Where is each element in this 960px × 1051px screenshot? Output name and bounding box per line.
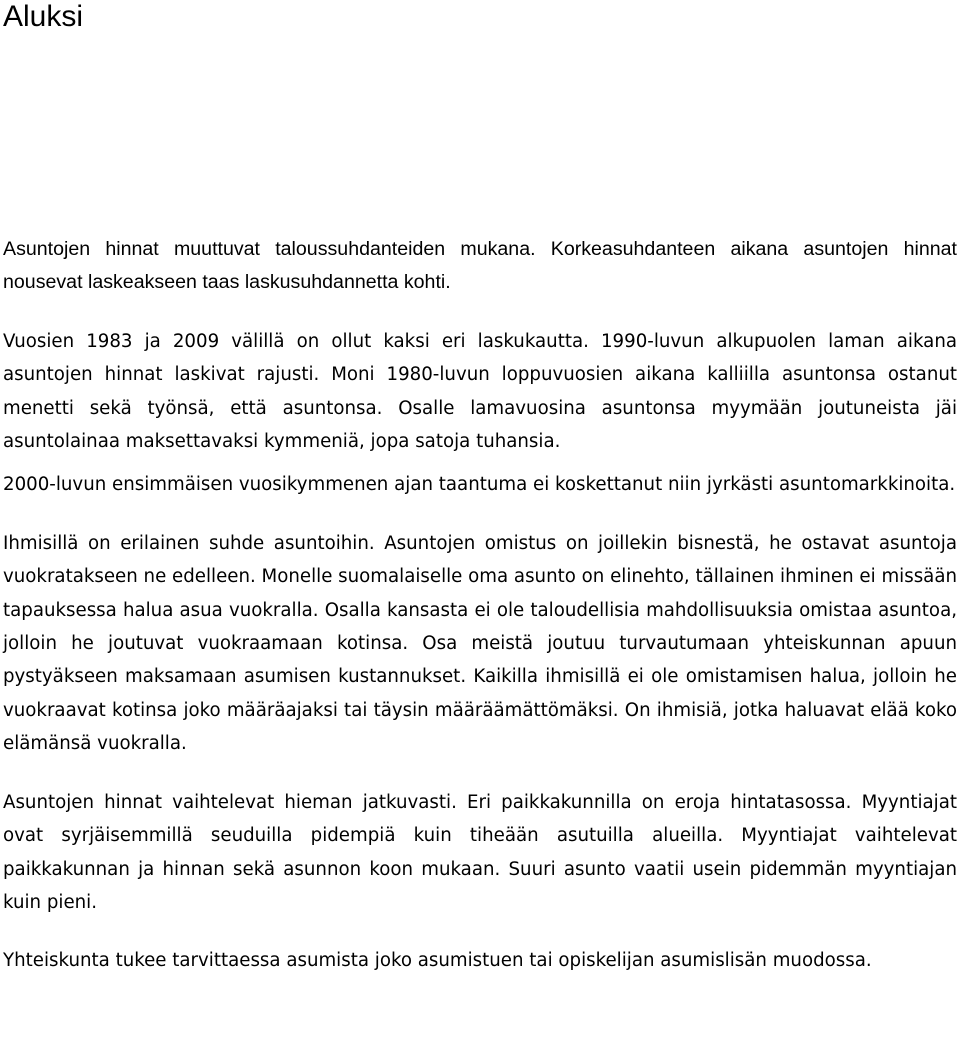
paragraph-5: Asuntojen hinnat vaihtelevat hieman jatkuvasti. Eri paikkakunnilla on eroja hintatasossa. Myyntiajat ovat syrjäisemmillä seuduilla pidempiä kuin tiheään asutuilla alueilla. Myyntiajat vaihtelevat paikkakunnan ja hinnan sekä asunnon koon mukaan. Suuri asunto vaatii usein pidemmän myyntiajan kuin pieni.	[3, 791, 957, 913]
page-title: Aluksi	[3, 0, 84, 33]
paragraph-2: Vuosien 1983 ja 2009 välillä on ollut kaksi eri laskukautta. 1990-luvun alkupuolen laman aikana asuntojen hinnat laskivat rajusti. Moni 1980-luvun loppuvuosien aikana kalliilla asuntonsa ostanut menetti sekä työnsä, että asuntonsa. Osalle lamavuosina asuntonsa myymään joutuneista jäi asuntolainaa maksettavaksi kymmeniä, jopa satoja tuhansia.	[3, 330, 957, 453]
paragraph-4: Ihmisillä on erilainen suhde asuntoihin. Asuntojen omistus on joillekin bisnestä, he ostavat asuntoja vuokratakseen ne edelleen. Monelle suomalaiselle oma asunto on elinehto, tällainen ihminen ei missään tapauksessa halua asua vuokralla. Osalla kansasta ei ole taloudellisia mahdollisuuksia omistaa asuntoa, jolloin he joutuvat vuokraamaan kotinsa. Osa meistä joutuu turvautumaan yhteiskunnan apuun pystyäkseen maksamaan asumisen kustannukset. Kaikilla ihmisillä ei ole omistamisen halua, jolloin he vuokraavat kotinsa joko määräajaksi tai täysin määräämättömäksi. On ihmisiä, jotka haluavat elää koko elämänsä vuokralla.	[3, 532, 957, 755]
paragraph-6: Yhteiskunta tukee tarvittaessa asumista joko asumistuen tai opiskelijan asumislisän muodossa.	[3, 950, 872, 972]
paragraph-3: 2000-luvun ensimmäisen vuosikymmenen ajan taantuma ei koskettanut niin jyrkästi asuntomarkkinoita.	[3, 474, 956, 496]
document-body	[3, 233, 957, 1003]
paragraph-1: Asuntojen hinnat muuttuvat taloussuhdanteiden mukana. Korkeasuhdanteen aikana asuntojen hinnat nousevat laskeakseen taas laskusuhdannetta kohti.	[3, 238, 957, 294]
